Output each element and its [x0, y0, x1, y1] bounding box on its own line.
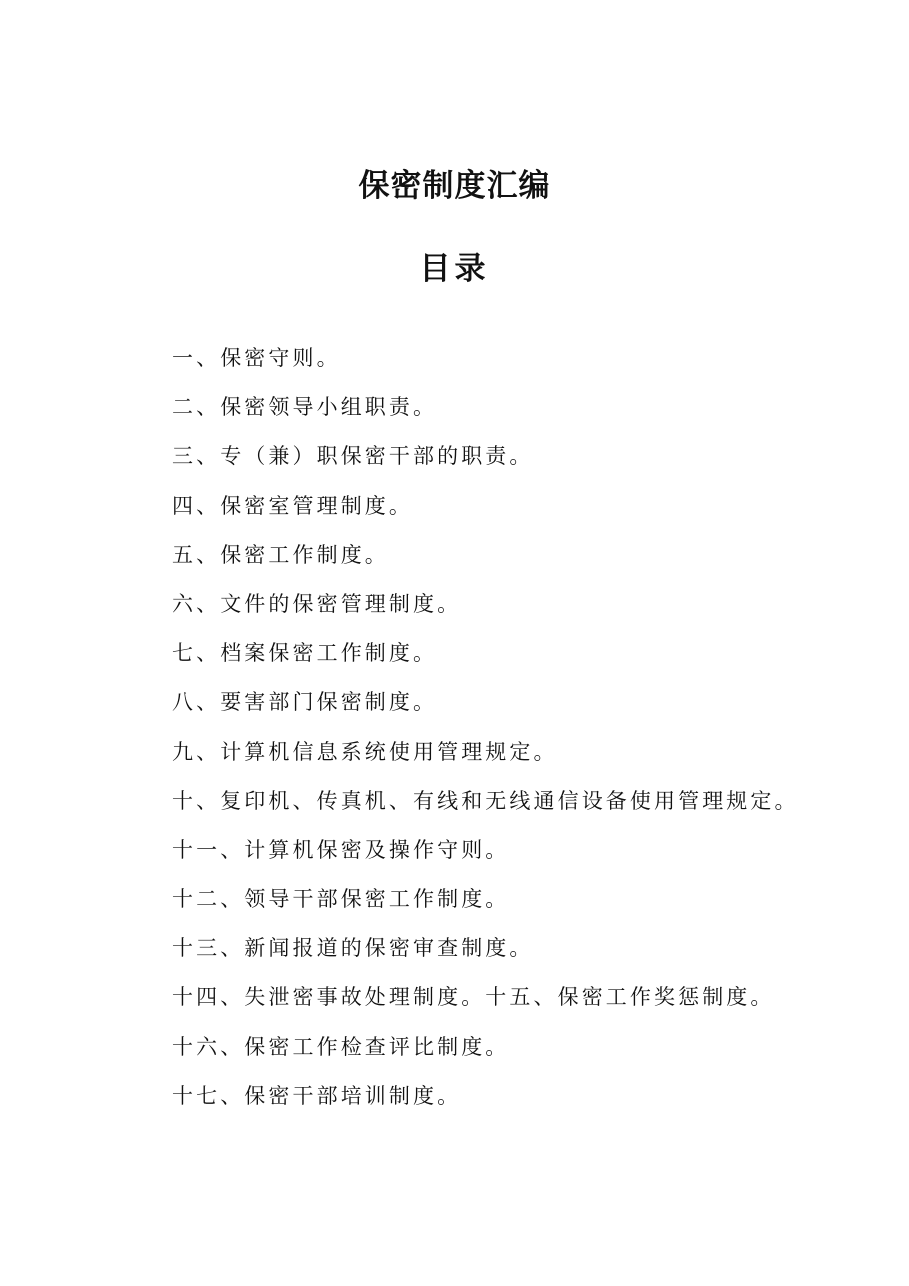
toc-heading: 目录	[419, 251, 490, 287]
toc-item: 三、专（兼）职保密干部的职责。	[172, 444, 534, 469]
toc-item: 四、保密室管理制度。	[172, 493, 413, 518]
document-title: 保密制度汇编	[358, 168, 551, 204]
toc-item: 十二、领导干部保密工作制度。	[172, 887, 510, 912]
toc-item: 十六、保密工作检查评比制度。	[172, 1034, 510, 1059]
toc-item: 十七、保密干部培训制度。	[172, 1083, 462, 1108]
toc-item: 五、保密工作制度。	[172, 542, 389, 567]
toc-item: 九、计算机信息系统使用管理规定。	[172, 739, 558, 764]
toc-item: 十一、计算机保密及操作守则。	[172, 837, 510, 862]
toc-item: 八、要害部门保密制度。	[172, 690, 438, 715]
toc-item: 十四、失泄密事故处理制度。十五、保密工作奖惩制度。	[172, 985, 775, 1010]
toc-item: 六、文件的保密管理制度。	[172, 591, 462, 616]
toc-list	[172, 334, 799, 1121]
toc-item: 一、保密守则。	[172, 346, 341, 370]
toc-item: 十三、新闻报道的保密审查制度。	[172, 936, 534, 961]
toc-item: 七、档案保密工作制度。	[172, 641, 438, 666]
toc-item: 二、保密领导小组职责。	[172, 395, 438, 420]
toc-item: 十、复印机、传真机、有线和无线通信设备使用管理规定。	[172, 788, 799, 813]
